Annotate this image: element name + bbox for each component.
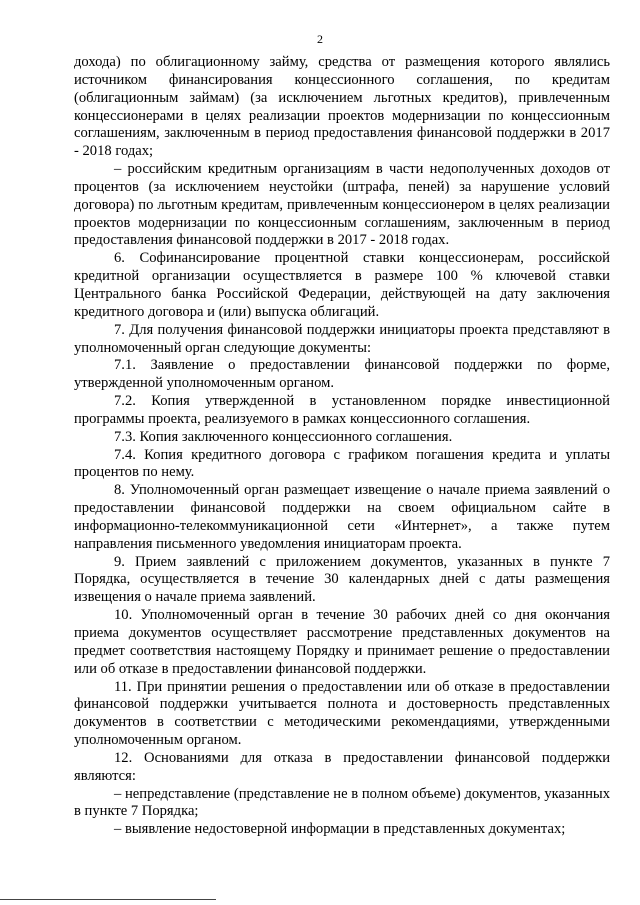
paragraph-7: 7. Для получения финансовой поддержки инициаторы проекта представляют в уполномоченный орган следующие документы: xyxy=(74,321,610,356)
paragraph-8: 8. Уполномоченный орган размещает извещение о начале приема заявлений о предоставлении финансовой поддержки на своем официальном сайте в информационно-телекоммуникационной сети «Интернет», а также путем направления письменного уведомления инициаторам проекта. xyxy=(74,482,610,552)
page-number: 2 xyxy=(317,32,323,46)
paragraph-continuation: дохода) по облигационному займу, средства от размещения которого являлись источником финансирования концессионного соглашения, по кредитам (облигационным займам) (за исключением льготных кредитов), привлеченным концессионерами в целях реализации проектов модернизации по концессионным соглашениям, заключенным в период предоставления финансовой поддержки в 2017 - 2018 годах; xyxy=(74,54,610,160)
paragraph-10: 10. Уполномоченный орган в течение 30 рабочих дней со дня окончания приема документов осуществляет рассмотрение представленных документов на предмет соответствия настоящему Порядку и принимает решение о предоставлении или об отказе в предоставлении финансовой поддержки. xyxy=(74,607,610,677)
paragraph-6: 6. Софинансирование процентной ставки концессионерам, российской кредитной организации осуществляется в размере 100 % ключевой ставки Центрального банка Российской Федерации, действующей на дату заключения кредитного договора и (или) выпуска облигаций. xyxy=(74,250,610,320)
document-body xyxy=(74,54,610,839)
paragraph-7-1: 7.1. Заявление о предоставлении финансовой поддержки по форме, утвержденной уполномоченным органом. xyxy=(74,357,610,392)
paragraph-7-3: 7.3. Копия заключенного концессионного соглашения. xyxy=(114,428,453,445)
paragraph-bullet-credit-organizations: – российским кредитным организациям в части недополученных доходов от процентов (за исключением неустойки (штрафа, пеней) за нарушение условий договора) по льготным кредитам, привлеченным концессионером в целях реализации проектов модернизации по концессионным соглашениям, заключенным в период предоставления финансовой поддержки в 2017 - 2018 годах. xyxy=(74,161,610,249)
paragraph-7-2: 7.2. Копия утвержденной в установленном порядке инвестиционной программы проекта, реализуемого в рамках концессионного соглашения. xyxy=(74,393,610,427)
paragraph-bullet-false-information: – выявление недостоверной информации в представленных документах; xyxy=(114,821,566,838)
paragraph-11: 11. При принятии решения о предоставлении или об отказе в предоставлении финансовой поддержки учитывается полнота и достоверность представленных документов в соответствии с методическими рекомендациями, утвержденными уполномоченным органом. xyxy=(74,678,610,749)
paragraph-12: 12. Основаниями для отказа в предоставлении финансовой поддержки являются: xyxy=(74,749,610,784)
paragraph-7-4: 7.4. Копия кредитного договора с графиком погашения кредита и уплаты процентов по нему. xyxy=(74,446,610,481)
paragraph-bullet-incomplete-documents: – непредставление (представление не в полном объеме) документов, указанных в пункте 7 Порядка; xyxy=(74,785,610,820)
footer-divider xyxy=(0,899,216,900)
paragraph-9: 9. Прием заявлений с приложением документов, указанных в пункте 7 Порядка, осуществляется в течение 30 календарных дней с даты размещения извещения о начале приема заявлений. xyxy=(74,553,610,606)
